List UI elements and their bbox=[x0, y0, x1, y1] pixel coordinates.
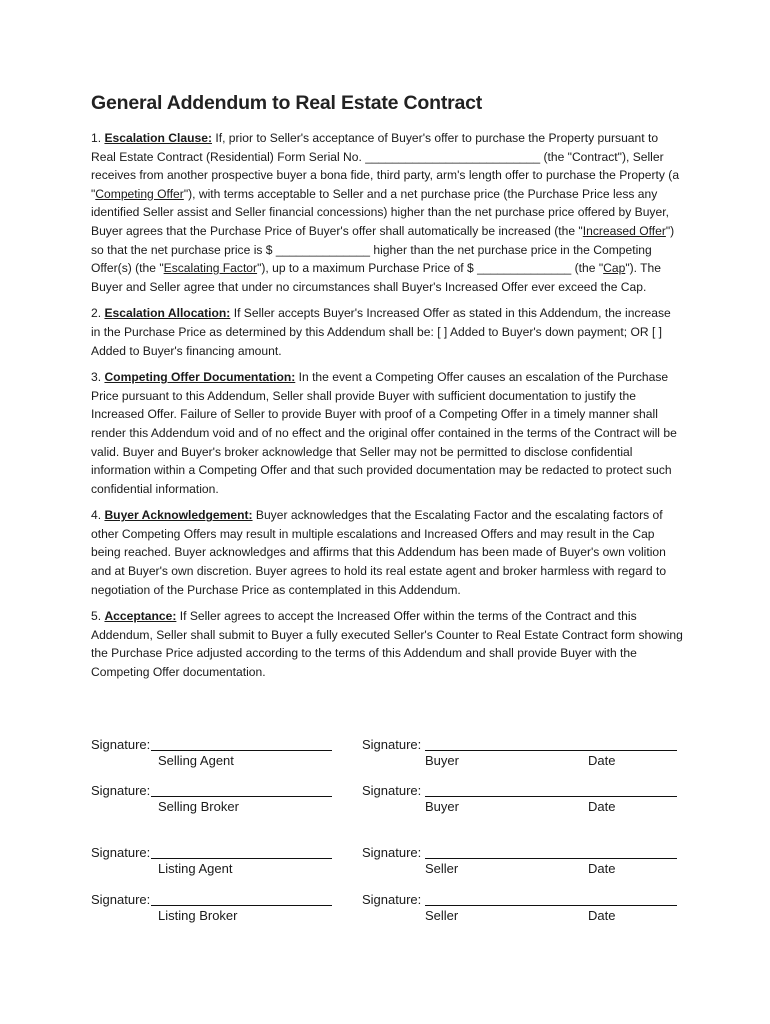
paragraph-heading: Acceptance: bbox=[104, 609, 177, 624]
signature-label: Signature: bbox=[91, 783, 151, 798]
signer-role-label: Listing Broker bbox=[158, 908, 238, 923]
signature-label: Signature: bbox=[362, 892, 422, 907]
signature-label: Signature: bbox=[362, 783, 422, 798]
signature-label: Signature: bbox=[362, 845, 422, 860]
signer-role-label: Buyer bbox=[425, 799, 459, 814]
paragraph-heading: Buyer Acknowledgement: bbox=[104, 508, 253, 523]
signature-line[interactable] bbox=[151, 750, 332, 751]
signature-row bbox=[91, 737, 691, 777]
defined-term: Escalating Factor bbox=[163, 261, 258, 276]
paragraph-3 bbox=[91, 368, 683, 498]
paragraph-5 bbox=[91, 607, 683, 681]
paragraph-heading: Escalation Allocation: bbox=[104, 306, 231, 321]
paragraph-text: "). The Buyer and Seller agree that under no circumstances shall Buyer's Increased Offer ever exceed the Cap. bbox=[91, 261, 661, 294]
paragraph-number: 5. bbox=[91, 609, 105, 624]
date-label: Date bbox=[588, 908, 616, 923]
paragraph-text: Buyer acknowledges that the Escalating Factor and the escalating factors of other Competing Offers may result in multiple escalations and Increased Offers and may result in the Cap being reached. Buyer acknowledges and affirms that this Addendum has been made of Buyer's own volition and at Buyer's own discretion. Buyer agrees to hold its real estate agent and broker harmless with regard to negotiation of the Purchase Price as contemplated in this Addendum. bbox=[91, 508, 667, 597]
signature-line[interactable] bbox=[425, 796, 677, 797]
paragraph-text: ") so that the net purchase price is $ ______________ higher than the net purchase price in the Competing Offer(s) (the " bbox=[91, 223, 675, 276]
paragraph-4 bbox=[91, 506, 683, 599]
date-label: Date bbox=[588, 861, 616, 876]
addendum-body bbox=[91, 129, 683, 690]
date-label: Date bbox=[588, 753, 616, 768]
signature-line[interactable] bbox=[151, 796, 332, 797]
paragraph-2 bbox=[91, 304, 683, 360]
paragraph-text: If Seller accepts Buyer's Increased Offer as stated in this Addendum, the increase in the Purchase Price as determined by this Addendum shall be: [ ] Added to Buyer's down payment; OR [ ] Added to Buyer's financing amount. bbox=[91, 306, 671, 358]
paragraph-1 bbox=[91, 129, 683, 296]
signer-role-label: Selling Agent bbox=[158, 753, 234, 768]
paragraph-number: 1. bbox=[91, 131, 105, 145]
defined-term: Cap bbox=[603, 261, 626, 276]
date-label: Date bbox=[588, 799, 616, 814]
signer-role-label: Buyer bbox=[425, 753, 459, 768]
paragraph-heading: Escalation Clause: bbox=[104, 131, 212, 145]
signer-role-label: Seller bbox=[425, 861, 459, 876]
signature-label: Signature: bbox=[91, 845, 151, 860]
defined-term: Increased Offer bbox=[582, 223, 666, 238]
paragraph-text: "), with terms acceptable to Seller and a net purchase price (the Purchase Price less any identified Seller assist and Seller financial concessions) higher than the net purchase price offered by Buyer, Buyer agrees that the Purchase Price of Buyer's offer shall automatically be increased (the " bbox=[91, 186, 669, 238]
paragraph-text: In the event a Competing Offer causes an escalation of the Purchase Price pursuant to this Addendum, Seller shall provide Buyer with sufficient documentation to justify the Increased Offer. Failure of Seller to provide Buyer with proof of a Competing Offer in a timely manner shall render this Addendum void and of no effect and the original offer contained in the terms of the Contract will be valid. Buyer and Buyer's broker acknowledge that Seller may not be permitted to disclose confidential information within a Competing Offer and that such provided documentation may be redacted to protect such confidential information. bbox=[91, 370, 677, 496]
signature-row bbox=[91, 783, 691, 823]
signature-line[interactable] bbox=[425, 750, 677, 751]
signature-line[interactable] bbox=[425, 905, 677, 906]
paragraph-text: If Seller agrees to accept the Increased Offer within the terms of the Contract and this Addendum, Seller shall submit to Buyer a fully executed Seller's Counter to Real Estate Contract form showing the Purchase Price adjusted according to the terms of this Addendum and shall provide Buyer with the Competing Offer documentation. bbox=[91, 609, 683, 680]
paragraph-text: If, prior to Seller's acceptance of Buyer's offer to purchase the Property pursuant to Real Estate Contract (Residential) Form Serial No. __________________________ (the "Contract"), Seller receives from another prospective buyer a bona fide, third party, arm's length offer to purchase the Property (a " bbox=[91, 131, 680, 201]
signature-label: Signature: bbox=[91, 892, 151, 907]
signature-label: Signature: bbox=[362, 737, 422, 752]
signer-role-label: Selling Broker bbox=[158, 799, 239, 814]
paragraph-heading: Competing Offer Documentation: bbox=[104, 370, 296, 385]
signature-row bbox=[91, 892, 691, 932]
document-title: General Addendum to Real Estate Contract bbox=[91, 92, 483, 114]
paragraph-text: "), up to a maximum Purchase Price of $ ______________ (the " bbox=[257, 261, 604, 276]
signature-label: Signature: bbox=[91, 737, 151, 752]
paragraph-number: 2. bbox=[91, 306, 105, 321]
signer-role-label: Seller bbox=[425, 908, 459, 923]
defined-term: Competing Offer bbox=[95, 186, 184, 201]
signature-row bbox=[91, 845, 691, 885]
signature-line[interactable] bbox=[425, 858, 677, 859]
signer-role-label: Listing Agent bbox=[158, 861, 233, 876]
paragraph-number: 4. bbox=[91, 508, 105, 523]
signature-line[interactable] bbox=[151, 858, 332, 859]
paragraph-number: 3. bbox=[91, 370, 105, 385]
signature-line[interactable] bbox=[151, 905, 332, 906]
